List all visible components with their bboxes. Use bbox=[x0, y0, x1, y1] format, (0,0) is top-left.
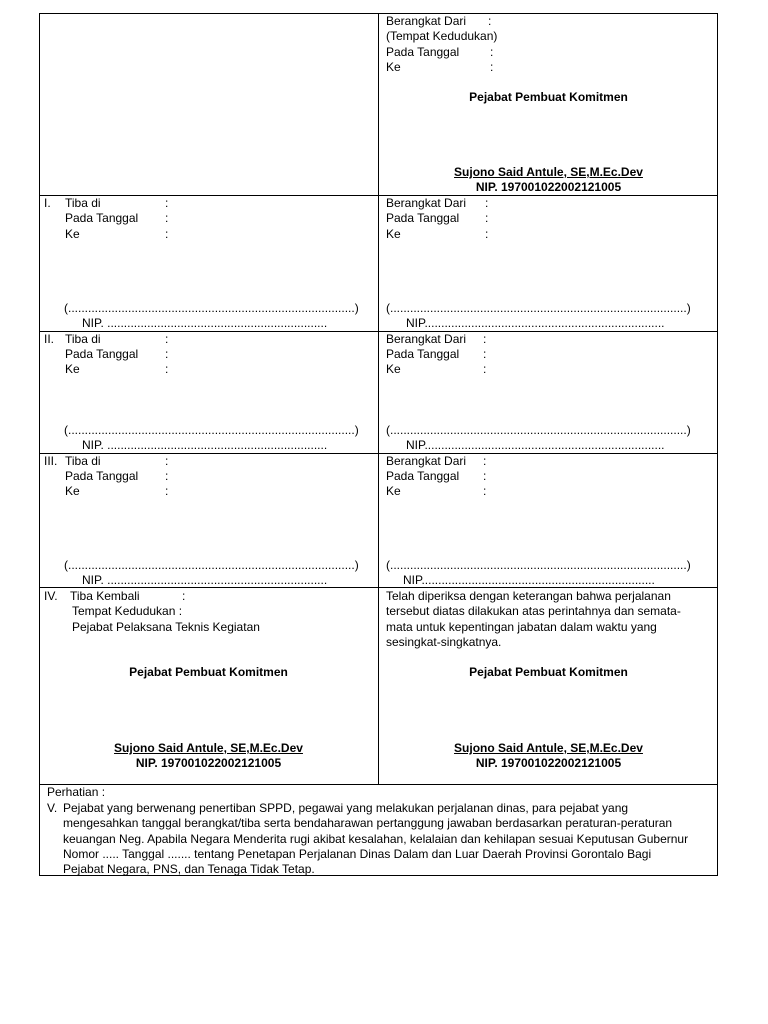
colon: : bbox=[165, 454, 169, 468]
signature-line: (......................................................................................) bbox=[64, 558, 359, 572]
signatory-nip: NIP. 197001022002121005 bbox=[475, 756, 622, 770]
verification-text: Telah diperiksa dengan keterangan bahwa perjalanan bbox=[386, 589, 671, 603]
verification-text: tersebut diatas dilakukan atas perintahnya dan semata- bbox=[386, 604, 681, 618]
tiba-di-label: Tiba di bbox=[65, 196, 101, 210]
tempat-kedudukan-label: (Tempat Kedudukan) bbox=[386, 29, 498, 43]
signatory-nip: NIP. 197001022002121005 bbox=[135, 756, 282, 770]
colon: : bbox=[485, 211, 489, 225]
section-numeral: II. bbox=[44, 332, 55, 346]
tiba-di-label: Tiba di bbox=[65, 454, 101, 468]
tiba-kembali-label: Tiba Kembali bbox=[70, 589, 140, 603]
perhatian-line: Pejabat yang berwenang penertiban SPPD, pegawai yang melakukan perjalanan dinas, para pejabat yang bbox=[63, 801, 629, 815]
colon: : bbox=[490, 45, 494, 59]
pejabat-title: Pejabat Pembuat Komitmen bbox=[129, 665, 288, 679]
nip-line: NIP. .................................................................. bbox=[82, 316, 328, 330]
signature-line: (.........................................................................................) bbox=[386, 301, 691, 315]
perhatian-line: Nomor ..... Tanggal ....... tentang Penetapan Perjalanan Dinas Dalam dan Luar Daerah Provinsi Gorontalo Bagi bbox=[63, 847, 652, 861]
ke-label: Ke bbox=[386, 60, 401, 74]
colon: : bbox=[483, 454, 487, 468]
colon: : bbox=[485, 227, 489, 241]
ke-label: Ke bbox=[386, 362, 401, 376]
ke-label: Ke bbox=[65, 484, 80, 498]
signatory-name: Sujono Said Antule, SE,M.Ec.Dev bbox=[454, 165, 643, 179]
pada-tanggal-label: Pada Tanggal bbox=[386, 347, 460, 361]
pada-tanggal-label: Pada Tanggal bbox=[65, 211, 139, 225]
signatory-name: Sujono Said Antule, SE,M.Ec.Dev bbox=[114, 741, 303, 755]
nip-line: NIP........................................................................ bbox=[406, 316, 665, 330]
signatory-name: Sujono Said Antule, SE,M.Ec.Dev bbox=[454, 741, 643, 755]
colon: : bbox=[165, 469, 169, 483]
colon: : bbox=[165, 484, 169, 498]
tiba-di-label: Tiba di bbox=[65, 332, 101, 346]
colon: : bbox=[483, 362, 487, 376]
section-numeral: I. bbox=[44, 196, 51, 210]
colon: : bbox=[165, 347, 169, 361]
signatory-nip: NIP. 197001022002121005 bbox=[475, 180, 622, 194]
colon: : bbox=[165, 332, 169, 346]
berangkat-dari-label: Berangkat Dari bbox=[386, 332, 467, 346]
ke-label: Ke bbox=[65, 227, 80, 241]
colon: : bbox=[165, 196, 169, 210]
ke-label: Ke bbox=[386, 227, 401, 241]
pejabat-title: Pejabat Pembuat Komitmen bbox=[469, 90, 628, 104]
colon: : bbox=[165, 227, 169, 241]
pada-tanggal-label: Pada Tanggal bbox=[386, 469, 460, 483]
tempat-kedudukan-label: Tempat Kedudukan : bbox=[72, 604, 183, 618]
signature-line: (.........................................................................................) bbox=[386, 423, 691, 437]
section-numeral: V. bbox=[47, 801, 58, 815]
perhatian-line: Pejabat Negara, PNS, dan Tenaga Tidak Tetap. bbox=[63, 862, 315, 876]
colon: : bbox=[488, 14, 492, 28]
section-numeral: IV. bbox=[44, 589, 58, 603]
pada-tanggal-label: Pada Tanggal bbox=[386, 211, 460, 225]
verification-text: sesingkat-singkatnya. bbox=[386, 635, 502, 649]
pada-tanggal-label: Pada Tanggal bbox=[65, 347, 139, 361]
section-numeral: III. bbox=[44, 454, 58, 468]
colon: : bbox=[165, 211, 169, 225]
pada-tanggal-label: Pada Tanggal bbox=[386, 45, 460, 59]
signature-line: (......................................................................................) bbox=[64, 423, 359, 437]
colon: : bbox=[182, 589, 186, 603]
perhatian-line: keuangan Neg. Apabila Negara Menderita rugi akibat kesalahan, kelalaian dan kehilapan sesuai Keputusan Gubernur bbox=[63, 832, 689, 846]
pejabat-title: Pejabat Pembuat Komitmen bbox=[469, 665, 628, 679]
colon: : bbox=[483, 484, 487, 498]
signature-line: (......................................................................................) bbox=[64, 301, 359, 315]
colon: : bbox=[483, 469, 487, 483]
colon: : bbox=[490, 60, 494, 74]
nip-line: NIP........................................................................ bbox=[406, 438, 665, 452]
perhatian-label: Perhatian : bbox=[47, 785, 106, 799]
nip-line: NIP...................................................................... bbox=[403, 573, 655, 587]
colon: : bbox=[485, 196, 489, 210]
perhatian-line: mengesahkan tanggal berangkat/tiba serta bendaharawan pertanggung jawaban berdasarkan peraturan-peraturan bbox=[63, 816, 673, 830]
nip-line: NIP. .................................................................. bbox=[82, 438, 328, 452]
berangkat-dari-label: Berangkat Dari bbox=[386, 454, 467, 468]
signature-line: (.........................................................................................) bbox=[386, 558, 691, 572]
pada-tanggal-label: Pada Tanggal bbox=[65, 469, 139, 483]
colon: : bbox=[483, 332, 487, 346]
ke-label: Ke bbox=[386, 484, 401, 498]
berangkat-dari-label: Berangkat Dari bbox=[386, 14, 467, 28]
ke-label: Ke bbox=[65, 362, 80, 376]
colon: : bbox=[165, 362, 169, 376]
berangkat-dari-label: Berangkat Dari bbox=[386, 196, 467, 210]
nip-line: NIP. .................................................................. bbox=[82, 573, 328, 587]
verification-text: mata untuk kepentingan jabatan dalam waktu yang bbox=[386, 620, 657, 634]
colon: : bbox=[483, 347, 487, 361]
pejabat-pelaksana-label: Pejabat Pelaksana Teknis Kegiatan bbox=[72, 620, 260, 634]
